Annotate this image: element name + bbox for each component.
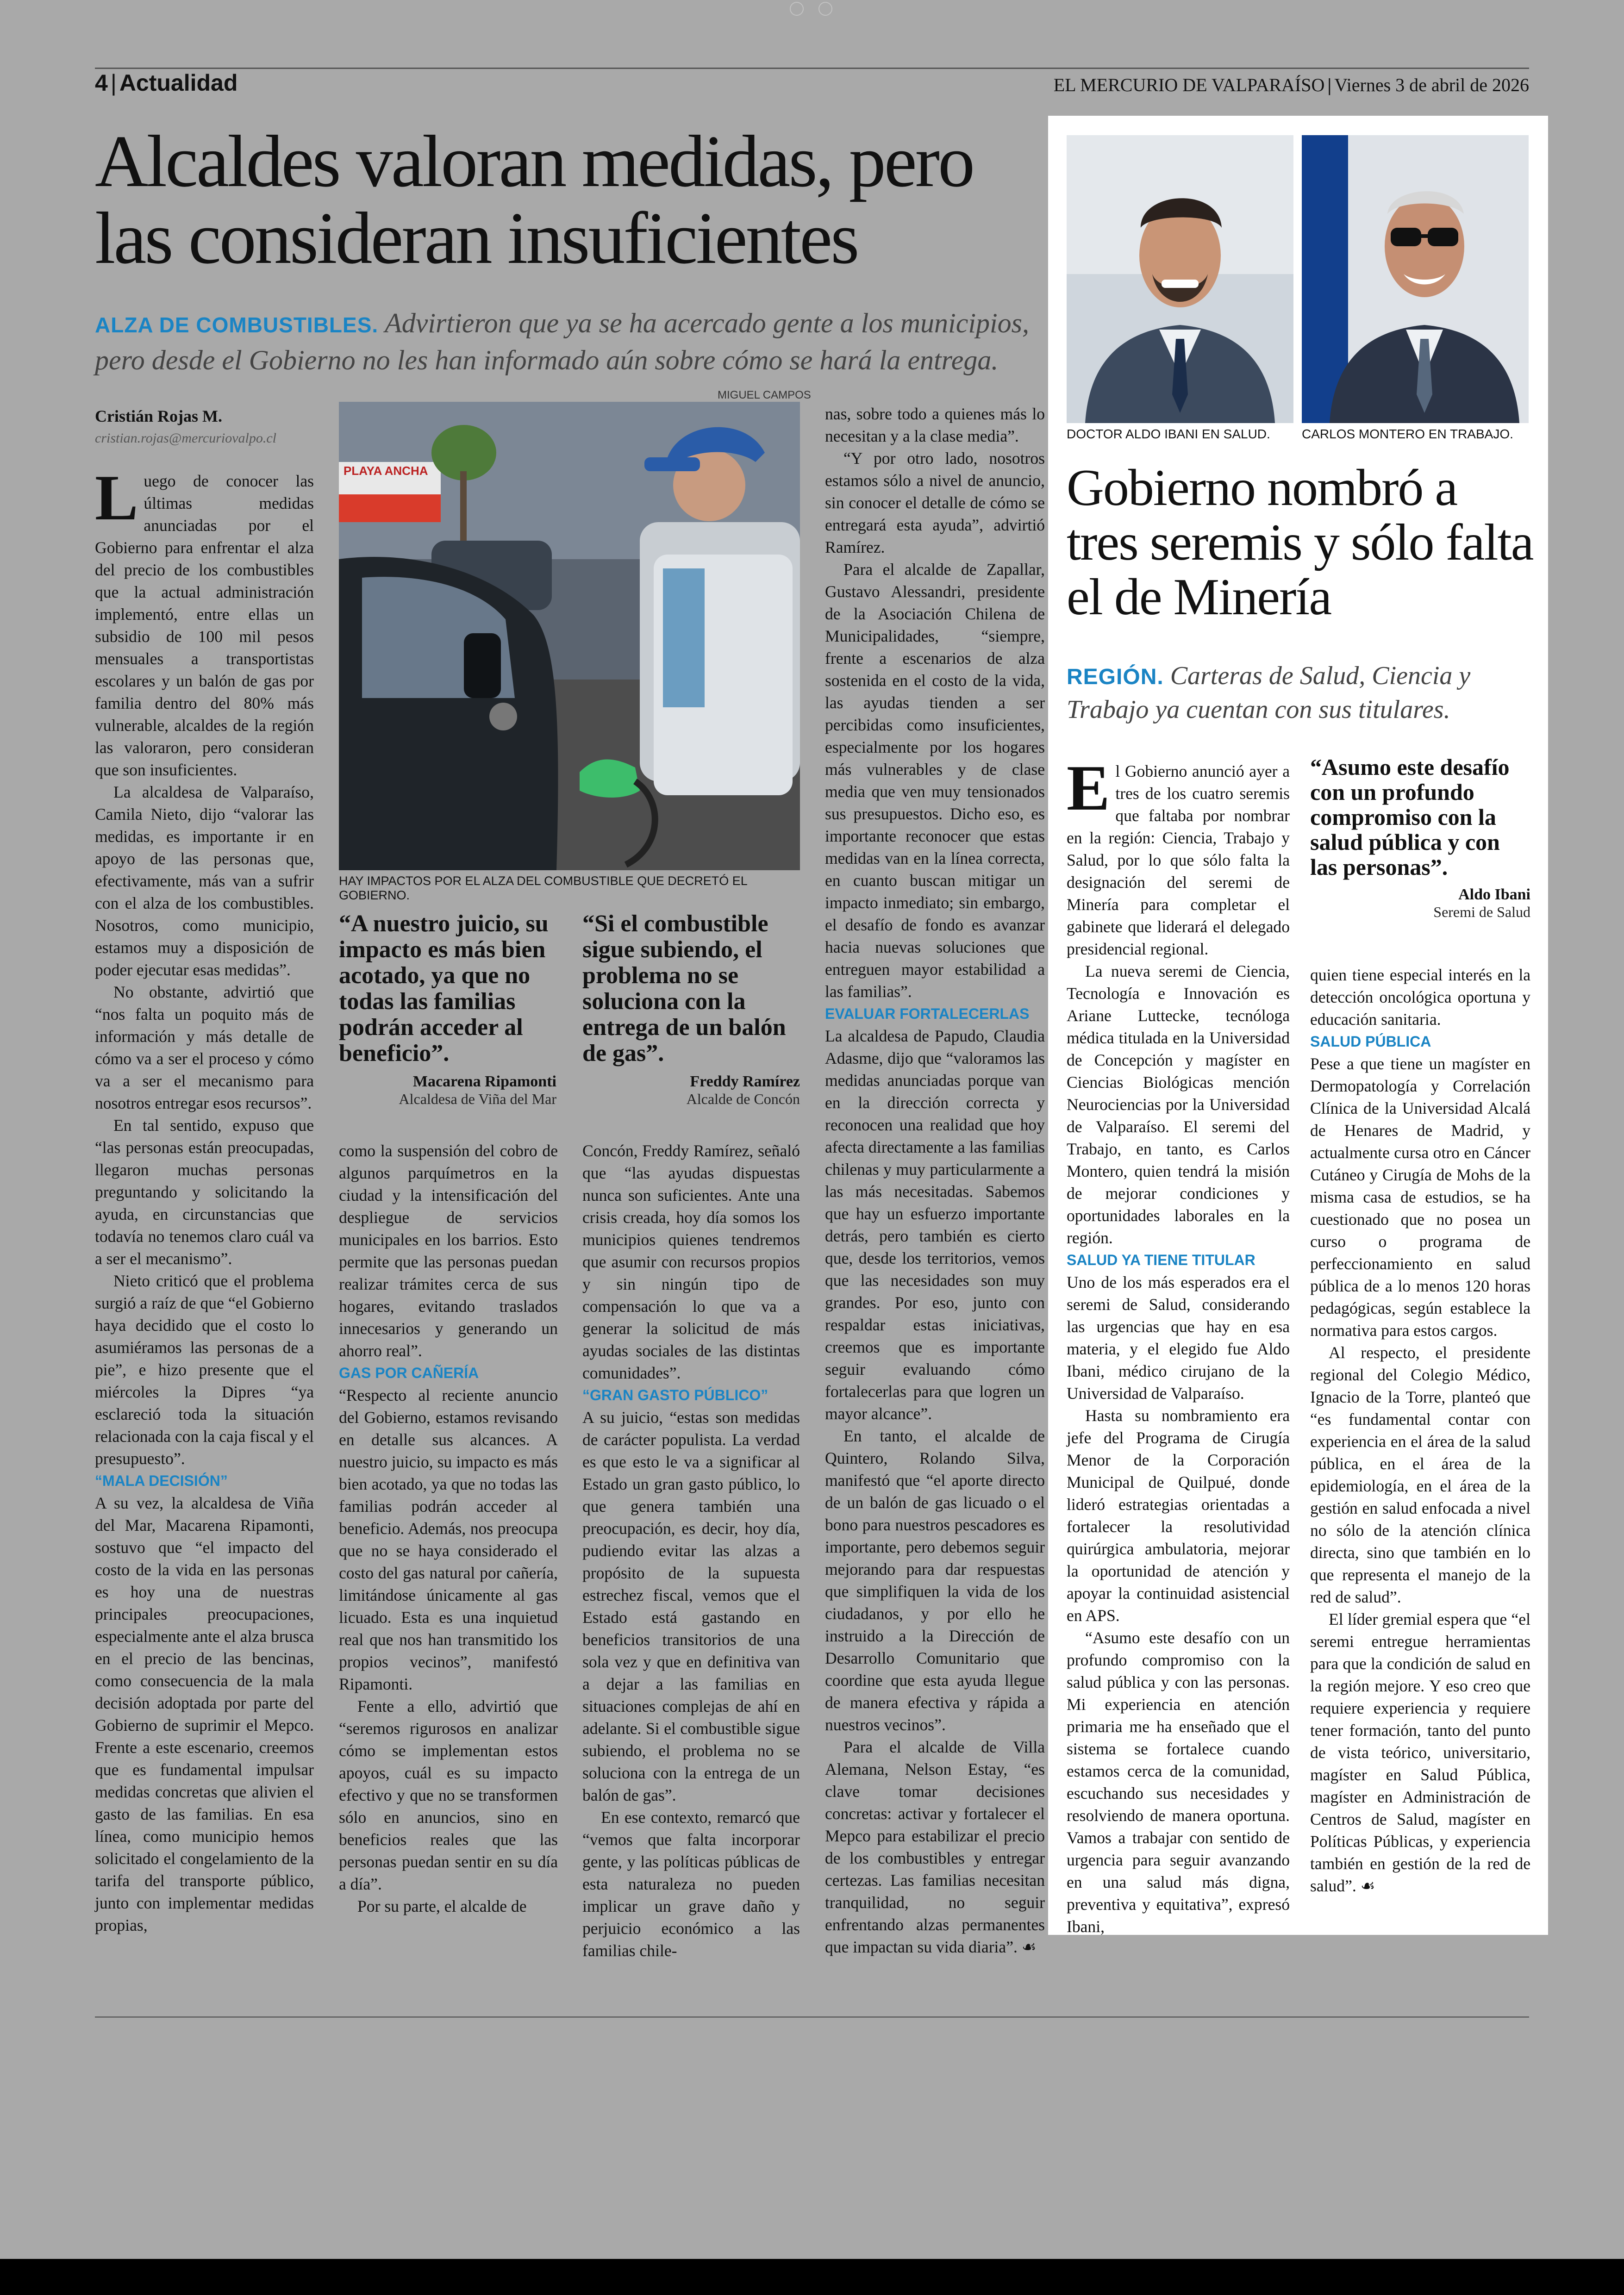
main-deck-text: Advirtieron que ya se ha acercado gente a los municipios, pero desde el Gobierno no les han informado aún sobre cómo se hará la entrega.	[95, 308, 1030, 375]
article-paragraph: Por su parte, el alcalde de	[357, 1897, 527, 1915]
quote-name: Macarena Ripamonti	[412, 1073, 556, 1090]
subhead: SALUD YA TIENE TITULAR	[1067, 1252, 1255, 1268]
viewer-nav	[782, 2, 843, 18]
quote-name: Freddy Ramírez	[690, 1073, 800, 1090]
portrait-carlos-montero	[1302, 135, 1529, 423]
gas-station-photo	[339, 402, 800, 870]
article-paragraph: En tal sentido, expuso que “las personas están preocupadas, llegaron muchas personas preguntando y solicitando la ayuda, en circunstancias que todavía no tenemos claro cuál va a ser el mecanismo”.	[95, 1116, 314, 1268]
article-paragraph: La alcaldesa de Papudo, Claudia Adasme, dijo que “valoramos las medidas anunciadas porque van en la dirección correcta y reconocen una realidad que hoy afecta directamente a las familias chilenas y muy particularmente a las más necesitadas. Sabemos que hay un esfuerzo importante detrás, pero también es cierto que, desde los territorios, vemos que las necesidades son muy grandes. Por eso, junto con respaldar estas iniciativas, creemos que es importante seguir evaluando cómo fortalecerlas para que logren un mayor alcance”.	[825, 1027, 1045, 1423]
article-paragraph: nas, sobre todo a quienes más lo necesitan y a la clase media”.	[825, 405, 1045, 445]
article-paragraph: Luego de conocer las últimas medidas anunciadas por el Gobierno para enfrentar el alza del precio de los combustibles que la actual administración implementó, entre ellas un subsidio de 100 mil pesos mensuales a transportistas escolares y un balón de gas por familia dentro del 80% más vulnerable, alcaldes de la región las valoraron, pero consideran que son insuficientes.	[95, 462, 314, 779]
article-paragraph: La nueva seremi de Ciencia, Tecnología e Innovación es Ariane Luttecke, tecnóloga médica titulada en la Universidad de Concepción y magíster en Ciencias Biológicas mención Neurociencias por la Universidad de Valparaíso. El seremi del Trabajo, en tanto, es Carlos Montero, quien tendrá la misión de mejorar condiciones y oportunidades laborales en la región.	[1067, 962, 1290, 1247]
sidebar-deck-text: Carteras de Salud, Ciencia y Trabajo ya cuentan con sus titulares.	[1067, 661, 1471, 724]
gas-station-illustration	[339, 402, 800, 870]
quote-text: “A nuestro juicio, su impacto es más bien acotado, ya que no todas las familias podrán acceder al beneficio”.	[339, 911, 549, 1066]
article-paragraph: Nieto criticó que el problema surgió a raíz de que “el Gobierno haya decidido que el costo lo asumiéramos las personas de a pie”, e hizo presente que el miércoles la Dipres “ya esclareció toda la situación relacionada con la caja fiscal y el presupuesto”.	[95, 1272, 314, 1468]
subhead: “MALA DECISIÓN”	[95, 1472, 228, 1489]
page-number: 4	[95, 70, 108, 96]
quote-text: “Asumo este desafío con un profundo compromiso con la salud pública y con las personas”.	[1310, 754, 1510, 880]
author-email[interactable]: cristian.rojas@mercuriovalpo.cl	[95, 430, 277, 446]
portrait-montero-illustration	[1302, 135, 1529, 423]
article-paragraph: Para el alcalde de Zapallar, Gustavo Alessandri, presidente de la Asociación Chilena de Municipalidades, “siempre, frente a escenarios de alza sostenida en el costo de la vida, las ayudas tienden a ser percibidas como insuficientes, especialmente por los hogares más vulnerables y de clase media que ven muy tensionados sus presupuestos. Dicho eso, es importante reconocer que estas medidas van en la línea correcta, en cuanto buscan mitigar un impacto inmediato; sin embargo, el desafío de fondo es avanzar hacia nuevas soluciones que entreguen mayor estabilidad a las familias”.	[825, 560, 1045, 1001]
prev-page-icon[interactable]	[790, 2, 804, 16]
sidebar-column-2	[1310, 964, 1530, 1897]
photo-caption: HAY IMPACTOS POR EL ALZA DEL COMBUSTIBLE QUE DECRETÓ EL GOBIERNO.	[339, 874, 747, 902]
portrait-ibani-illustration	[1067, 135, 1293, 423]
sidebar-deck	[1067, 660, 1530, 726]
end-mark-icon: ☙	[1360, 1877, 1375, 1895]
article-paragraph: A su vez, la alcaldesa de Viña del Mar, Macarena Ripamonti, sostuvo que “el impacto del costo de la vida en las personas es hoy una de nuestras principales preocupaciones, especialmente ante el alza brusca en el precio de las bencinas, como consecuencia de la mala decisión adoptada por parte del Gobierno de suprimir el Mepco. Frente a este escenario, creemos que es fundamental impulsar medidas concretas que alivien el gasto de las familias. En esa línea, como municipio hemos solicitado el congelamiento de la tarifa del transporte público, junto con implementar medidas propias,	[95, 1494, 314, 1934]
main-column-3	[582, 1140, 800, 1962]
article-paragraph: El líder gremial espera que “el seremi entregue herramientas para que la condición de salud en la región mejore. Y eso creo que requiere experiencia y requiere tener formación, tanto del punto de vista teórico, universitario, magíster en Salud Pública, magíster en Administración de Centros de Salud, magíster en Políticas Públicas, y experiencia también en gestión de la red de salud”. ☙	[1310, 1610, 1530, 1895]
main-deck	[95, 306, 1058, 378]
publication-date: Viernes 3 de abril de 2026	[1334, 75, 1529, 95]
article-paragraph: Para el alcalde de Villa Alemana, Nelson Estay, “es clave tomar decisiones concretas: activar y fortalecer el Mepco para estabilizar el precio de los combustibles y entregar certezas. Las familias necesitan tranquilidad, no seguir enfrentando alzas permanentes que impactan su vida diaria”. ☙	[825, 1738, 1045, 1956]
article-paragraph: “Asumo este desafío con un profundo compromiso con la salud pública y con las personas. Mi experiencia en atención primaria me ha enseñado que el sistema se fortalece cuando estamos cerca de la comunidad, escuchando sus necesidades y resolviendo de manera oportuna. Vamos a trabajar con sentido de urgencia para seguir avanzando en una salud más digna, preventiva y equitativa”, expresó Ibani,	[1067, 1628, 1290, 1936]
article-paragraph: quien tiene especial interés en la detección oncológica oportuna y educación sanitaria.	[1310, 966, 1530, 1029]
photo-sign-text: PLAYA ANCHA	[344, 464, 428, 478]
article-paragraph: La alcaldesa de Valparaíso, Camila Nieto, dijo “valorar las medidas, es importante ir en apoyo de las personas que, efectivamente, más van a sufrir con el alza de los combustibles. Nosotros, como municipio, estamos muy a disposición de poder ejecutar esas medidas”.	[95, 783, 314, 979]
sidebar-article	[1048, 116, 1548, 1935]
portrait-caption-ibani: DOCTOR ALDO IBANI EN SALUD.	[1067, 427, 1270, 441]
sidebar-pull-quote	[1310, 755, 1530, 921]
end-mark-icon: ☙	[1021, 1938, 1037, 1956]
quote-text: “Si el combustible sigue subiendo, el problema no se soluciona con la entrega de un balón de gas”.	[582, 911, 786, 1066]
article-paragraph: A su juicio, “estas son medidas de carácter populista. La verdad es que esto le va a significar al Estado un gran gasto público, lo que genera también una preocupación, es decir, hoy día, pudiendo evitar las alzas a propósito de la supuesta estrechez fiscal, vemos que el Estado está gastando en beneficios transitorios de una sola vez y que en definitiva van a dejar a las familias en situaciones complejas de ahí en adelante. Si el combustible sigue subiendo, el problema no se soluciona con la entrega de un balón de gas”.	[582, 1408, 800, 1804]
portrait-caption-montero: CARLOS MONTERO EN TRABAJO.	[1302, 427, 1513, 441]
quote-role: Seremi de Salud	[1433, 904, 1530, 920]
main-column-4	[825, 403, 1045, 1958]
article-paragraph: Fente a ello, advirtió que “seremos rigurosos en analizar cómo se implementan estos apoyos, cuál es su impacto efectivo y que no se transformen sólo en anuncios, sino en beneficios reales que las personas puedan sentir en su día a día”.	[339, 1697, 558, 1893]
sidebar-headline: Gobierno nombró a tres seremis y sólo falta el de Minería	[1067, 459, 1533, 626]
article-paragraph: “Respecto al reciente anuncio del Gobierno, estamos revisando en detalle sus alcances. A nuestro juicio, su impacto es más bien acotado, ya que no todas las familias podrán acceder al beneficio. Además, nos preocupa que no se haya considerado el costo del gas natural por cañería, limitándose únicamente al gas licuado. Esta es una inquietud real que nos han transmitido los propios vecinos”, manifestó Ripamonti.	[339, 1386, 558, 1693]
sidebar-kicker: REGIÓN.	[1067, 665, 1164, 689]
article-paragraph: como la suspensión del cobro de algunos parquímetros en la ciudad y la intensificación del despliegue de servicios municipales en los barrios. Esto permite que las personas puedan realizar trámites cerca de sus hogares, evitando traslados innecesarios y generando un ahorro real”.	[339, 1141, 558, 1360]
page-header	[95, 69, 1529, 97]
main-kicker: ALZA DE COMBUSTIBLES.	[95, 313, 379, 337]
header-top-rule	[95, 68, 1529, 69]
article-paragraph: Uno de los más esperados era el seremi de Salud, considerando las urgencias que hay en esa materia, y el elegido fue Aldo Ibani, médico cirujano de la Universidad de Valparaíso.	[1067, 1273, 1290, 1403]
sidebar-column-1	[1067, 752, 1290, 1938]
quote-name: Aldo Ibani	[1458, 886, 1530, 903]
article-paragraph: Concón, Freddy Ramírez, señaló que “las ayudas dispuestas nunca son suficientes. Ante una crisis creada, hoy día somos los municipios quienes tendremos que asumir con recursos propios y sin ningún tipo de compensación lo que va a generar la solicitud de más ayudas sociales de las distintas comunidades”.	[582, 1141, 800, 1382]
article-paragraph: En ese contexto, remarcó que “vemos que falta incorporar gente, y las políticas públicas de esta naturaleza no pueden implicar un grave daño y perjuicio económico a las familias chile-	[582, 1808, 800, 1960]
publication-info: EL MERCURIO DE VALPARAÍSO | Viernes 3 de abril de 2026	[1053, 75, 1529, 95]
article-paragraph: “Y por otro lado, nosotros estamos sólo a nivel de anuncio, sin conocer el detalle de cómo se entregará esta ayuda”, advirtió Ramírez.	[825, 449, 1045, 556]
photo-credit: MIGUEL CAMPOS	[718, 389, 811, 401]
main-headline: Alcaldes valoran medidas, pero las consideran insuficientes	[95, 120, 974, 279]
article-paragraph: Pese a que tiene un magíster en Dermopatología y Correlación Clínica de la Universidad Alcalá de Henares de Madrid, y actualmente cursa otro en Cáncer Cutáneo y Cirugía de Mohs de la misma casa de estudios, se ha cuestionado que no posea un curso o programa de perfeccionamiento en salud pública de a lo menos 120 horas pedagógicas, según establece la normativa para estos cargos.	[1310, 1054, 1530, 1340]
author-name: Cristián Rojas M.	[95, 407, 222, 425]
article-paragraph: El Gobierno anunció ayer a tres de los cuatro seremis que faltaba por nombrar en la región: Ciencia, Trabajo y Salud, por lo que sólo falta la designación del seremi de Minería para completar el gabinete que liderará el delegado presidencial regional.	[1067, 752, 1290, 958]
quote-role: Alcaldesa de Viña del Mar	[399, 1091, 556, 1107]
dropcap: E	[1067, 752, 1110, 824]
article-paragraph: No obstante, advirtió que “nos falta un poquito más de información y más detalle de cómo va a ser el proceso y cómo va a ser el mecanismo para nosotros entregar esos recursos”.	[95, 983, 314, 1112]
main-column-2	[339, 1140, 558, 1917]
article-paragraph: En tanto, el alcalde de Quintero, Rolando Silva, manifestó que “el aporte directo de un balón de gas licuado o el bono para nuestros pescadores es importante, pero debemos seguir mejorando para dar respuestas que simplifiquen la vida de los ciudadanos, y por ello he instruido a la Dirección de Desarrollo Comunitario que coordine que esta ayuda llegue de manera efectiva y rápida a nuestros vecinos”.	[825, 1427, 1045, 1734]
pull-quote-ramirez	[582, 911, 800, 1108]
subhead: EVALUAR FORTALECERLAS	[825, 1005, 1030, 1022]
subhead: SALUD PÚBLICA	[1310, 1033, 1431, 1050]
page-bottom-rule	[95, 2016, 1529, 2018]
article-paragraph: Al respecto, el presidente regional del Colegio Médico, Ignacio de la Torre, planteó que “es fundamental contar con experiencia en el área de la salud pública, en el área de la epidemiología, en el área de la gestión en salud enfocada a nivel no sólo de la atención clínica directa, sino que también en lo que representa el manejo de la red de salud”.	[1310, 1343, 1530, 1606]
pull-quote-ripamonti	[339, 911, 556, 1108]
portrait-aldo-ibani	[1067, 135, 1293, 423]
subhead: “GRAN GASTO PÚBLICO”	[582, 1387, 768, 1403]
publication-name: EL MERCURIO DE VALPARAÍSO	[1053, 75, 1325, 95]
viewer-footer-bar	[0, 2259, 1624, 2295]
page-section: 4 | Actualidad	[95, 70, 238, 96]
article-paragraph: Hasta su nombramiento era jefe del Programa de Cirugía Menor de la Corporación Municipal de Quilpué, donde lideró estrategias orientadas a fortalecer la resolutividad quirúrgica ambulatoria, mejorar la oportunidad de atención y apoyar la continuidad asistencial en APS.	[1067, 1406, 1290, 1625]
subhead: GAS POR CAÑERÍA	[339, 1365, 479, 1381]
section-name: Actualidad	[119, 70, 238, 96]
dropcap: L	[95, 462, 138, 534]
next-page-icon[interactable]	[818, 2, 832, 16]
main-column-1	[95, 405, 314, 1936]
quote-role: Alcalde de Concón	[686, 1091, 800, 1107]
